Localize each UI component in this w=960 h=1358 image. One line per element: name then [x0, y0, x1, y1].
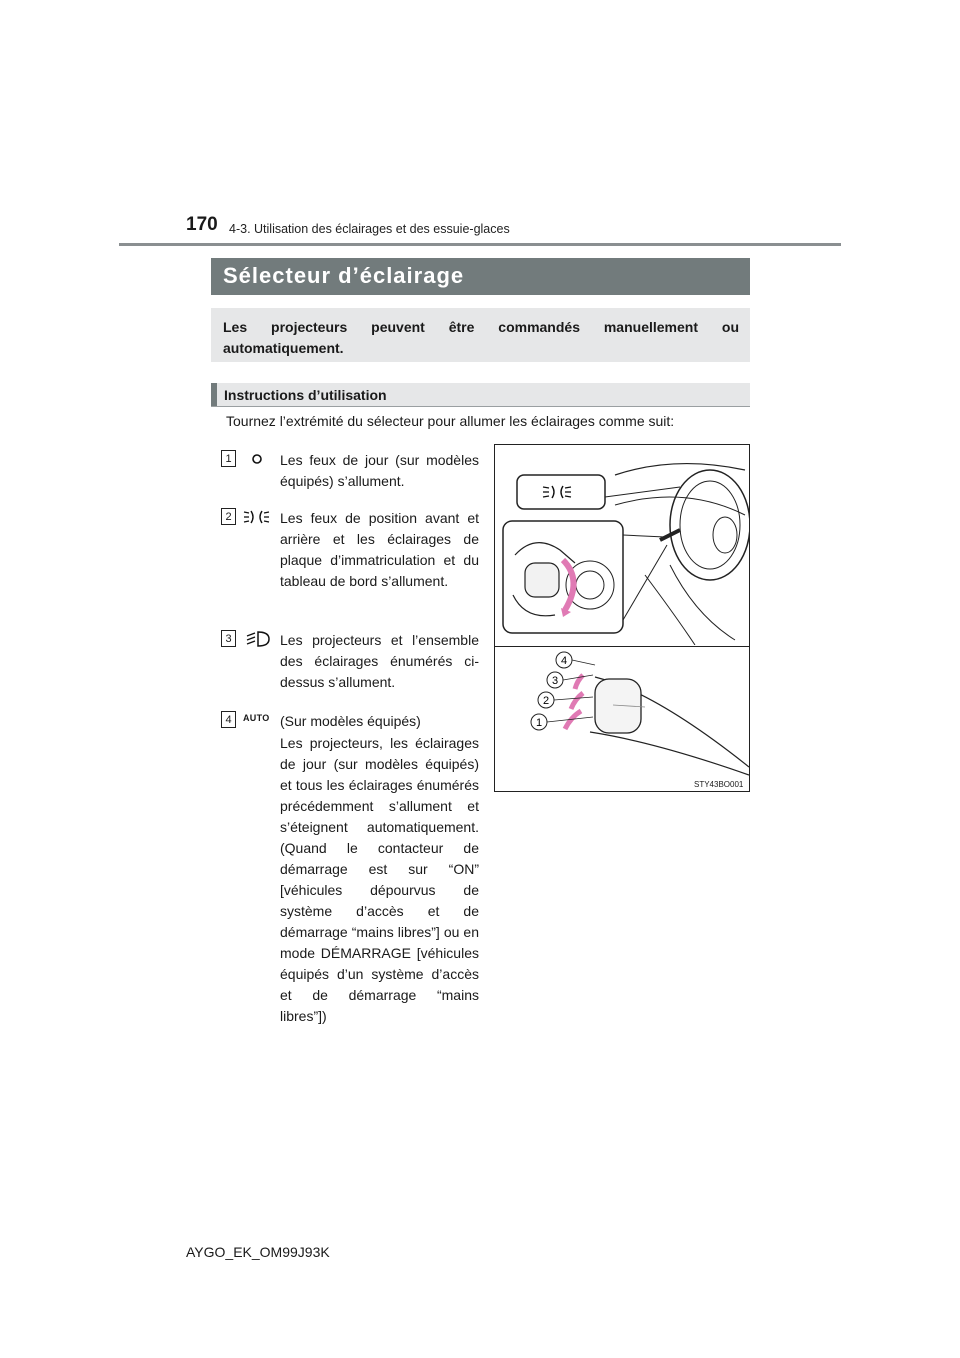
- figure-code: STY43BO001: [694, 780, 744, 789]
- figure-callout-3: 3: [551, 675, 559, 687]
- subsection-bar: [211, 383, 750, 407]
- item-number-3: 3: [221, 630, 236, 647]
- section-title: Sélecteur d’éclairage: [223, 263, 465, 288]
- item-text-4: Les projecteurs, les éclairages de jour (sur modèles équipés) et tous les éclairages énumérés précédemment s’allument et s’éteignent automatiquement. (Quand le contacteur de démarrage est sur “ON” [véhicules dépourvus de système d’accès et de démarrage “mains libres”] ou en mode DÉMARRAGE [véhicules équipés d’un système d’accès et de démarrage “mains libres”]): [280, 735, 479, 1024]
- figure-callout-1: 1: [535, 717, 543, 729]
- document-code: AYGO_EK_OM99J93K: [186, 1244, 330, 1260]
- intro-box: [211, 308, 750, 362]
- subsection-accent: [211, 383, 217, 406]
- section-title-bar: [211, 258, 750, 295]
- position-light-icon: [242, 507, 272, 527]
- item-text-4-note: (Sur modèles équipés): [280, 713, 421, 729]
- item-number-1: 1: [221, 450, 236, 467]
- header-rule: [119, 243, 841, 246]
- subsection-title: Instructions d’utilisation: [224, 387, 387, 403]
- item-text-1: Les feux de jour (sur modèles équipés) s’allument.: [280, 452, 479, 489]
- figure-callout-2: 2: [542, 695, 550, 707]
- item-text-2: Les feux de position avant et arrière et les éclairages de plaque d’immatriculation et du tableau de bord s’allument.: [280, 510, 479, 589]
- figure-top-illustration: [495, 445, 749, 645]
- daytime-running-light-icon: [242, 449, 272, 469]
- intro-text: Les projecteurs peuvent être commandés manuellement ou automatiquement.: [223, 319, 739, 356]
- running-header: 4-3. Utilisation des éclairages et des essuie-glaces: [229, 222, 510, 236]
- item-number-2: 2: [221, 508, 236, 525]
- item-number-4: 4: [221, 711, 236, 728]
- item-text-3: Les projecteurs et l’ensemble des éclairages énumérés ci-dessus s’allument.: [280, 632, 479, 690]
- page-number: 170: [186, 214, 218, 235]
- headlight-icon: [242, 629, 272, 649]
- figure-callout-4: 4: [560, 655, 568, 667]
- auto-icon: AUTO: [243, 713, 270, 723]
- instruction-text: Tournez l’extrémité du sélecteur pour allumer les éclairages comme suit:: [226, 413, 675, 429]
- figure-bottom-illustration: [495, 647, 749, 777]
